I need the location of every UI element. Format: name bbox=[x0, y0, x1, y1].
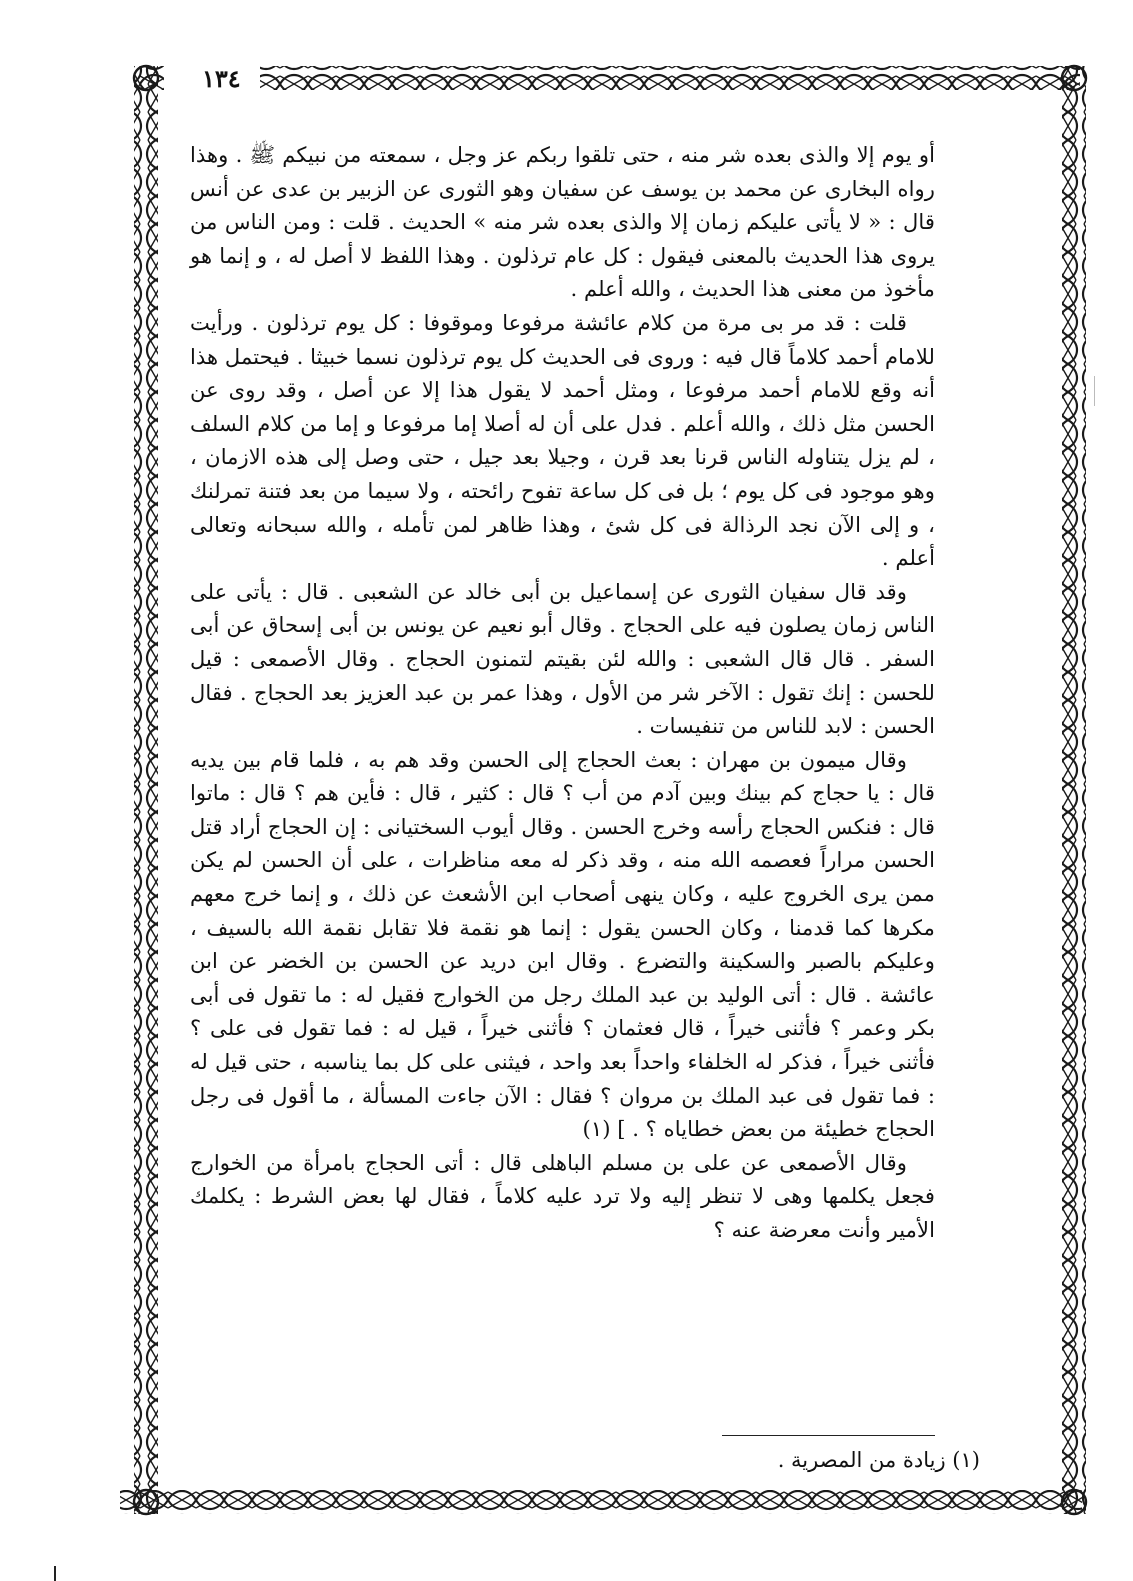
paragraph: وقال الأصمعى عن على بن مسلم الباهلى قال : أتى الحجاج بامرأة من الخوارج فجعل يكلمها وهى لا تنظر إليه ولا ترد عليه كلاماً ، فقال لها بعض الشرط : يكلمك الأمير وأنت معرضة عنه ؟ bbox=[190, 1149, 935, 1242]
paragraph: وقد قال سفيان الثورى عن إسماعيل بن أبى خالد عن الشعبى . قال : يأتى على الناس زمان يصلون فيه على الحجاج . وقال أبو نعيم عن يونس بن أبى إسحاق عن أبى السفر . قال قال الشعبى : والله لئن بقيتم لتمنون الحجاج . وقال الأصمعى : قيل للحسن : إنك تقول : الآخر شر من الأول ، وهذا عمر بن عبد العزيز بعد الحجاج . فقال الحسن : لابد للناس من تنفيسات . bbox=[190, 578, 935, 739]
paragraph: أو يوم إلا والذى بعده شر منه ، حتى تلقوا ربكم عز وجل ، سمعته من نبيكم ﷺ . وهذا رواه البخارى عن محمد بن يوسف عن سفيان وهو الثورى عن الزبير بن عدى عن أنس قال : « لا يأتى عليكم زمان إلا والذى بعده شر منه » الحديث . قلت : ومن الناس من يروى هذا الحديث بالمعنى فيقول : كل عام ترذلون . وهذا اللفظ لا أصل له ، و إنما هو مأخوذ من معنى هذا الحديث ، والله أعلم . bbox=[190, 142, 935, 302]
paragraph: قلت : قد مر بى مرة من كلام عائشة مرفوعا وموقوفا : كل يوم ترذلون . ورأيت للامام أحمد كلاماً قال فيه : وروى فى الحديث كل يوم ترذلون نسما خبيثا . فيحتمل هذا أنه وقع للامام أحمد مرفوعا ، ومثل أحمد لا يقول هذا إلا عن أصل ، وقد روى عن الحسن مثل ذلك ، والله أعلم . فدل على أن له أصلا إما مرفوعا و إما من كلام السلف ، لم يزل يتناوله الناس قرنا بعد قرن ، وجيلا بعد جيل ، حتى وصل إلى هذه الازمان ، وهو موجود فى كل يوم ؛ بل فى كل ساعة تفوح رائحته ، ولا سيما من بعد فتنة تمرلنك ، و إلى الآن نجد الرذالة فى كل شئ ، وهذا ظاهر لمن تأمله ، والله سبحانه وتعالى أعلم . bbox=[190, 309, 935, 571]
scan-mark bbox=[1094, 376, 1095, 406]
footnote: (١) زيادة من المصرية . bbox=[777, 1448, 980, 1472]
footnote-separator bbox=[722, 1435, 935, 1436]
scan-mark bbox=[54, 1566, 56, 1581]
paragraph: وقال ميمون بن مهران : بعث الحجاج إلى الحسن وقد هم به ، فلما قام بين يديه قال : يا حجاج كم بينك وبين آدم من أب ؟ قال : كثير ، قال : فأين هم ؟ قال : ماتوا قال : فنكس الحجاج رأسه وخرج الحسن . وقال أيوب السختيانى : إن الحجاج أراد قتل الحسن مراراً فعصمه الله منه ، وقد ذكر له معه مناظرات ، على أن الحسن لم يكن ممن يرى الخروج عليه ، وكان ينهى أصحاب ابن الأشعث عن ذلك ، و إنما خرج معهم مكرها كما قدمنا ، وكان الحسن يقول : إنما هو نقمة فلا تقابل نقمة الله بالسيف ، وعليكم بالصبر والسكينة والتضرع . وقال ابن دريد عن الحسن بن الخضر عن ابن عائشة . قال : أتى الوليد بن عبد الملك رجل من الخوارج فقيل له : ما تقول فى أبى بكر وعمر ؟ فأثنى خيراً ، قال فعثمان ؟ فأثنى خيراً ، قيل له : فما تقول فى على ؟ فأثنى خيراً ، فذكر له الخلفاء واحداً بعد واحد ، فيثنى على كل بما يناسبه ، حتى قيل له : فما تقول فى عبد الملك بن مروان ؟ فقال : الآن جاءت المسألة ، ما أقول فى رجل الحجاج خطيئة من بعض خطاياه ؟ . ] (١) bbox=[190, 746, 935, 1142]
page-number: ١٣٤ bbox=[198, 64, 245, 93]
main-text bbox=[190, 138, 935, 1247]
